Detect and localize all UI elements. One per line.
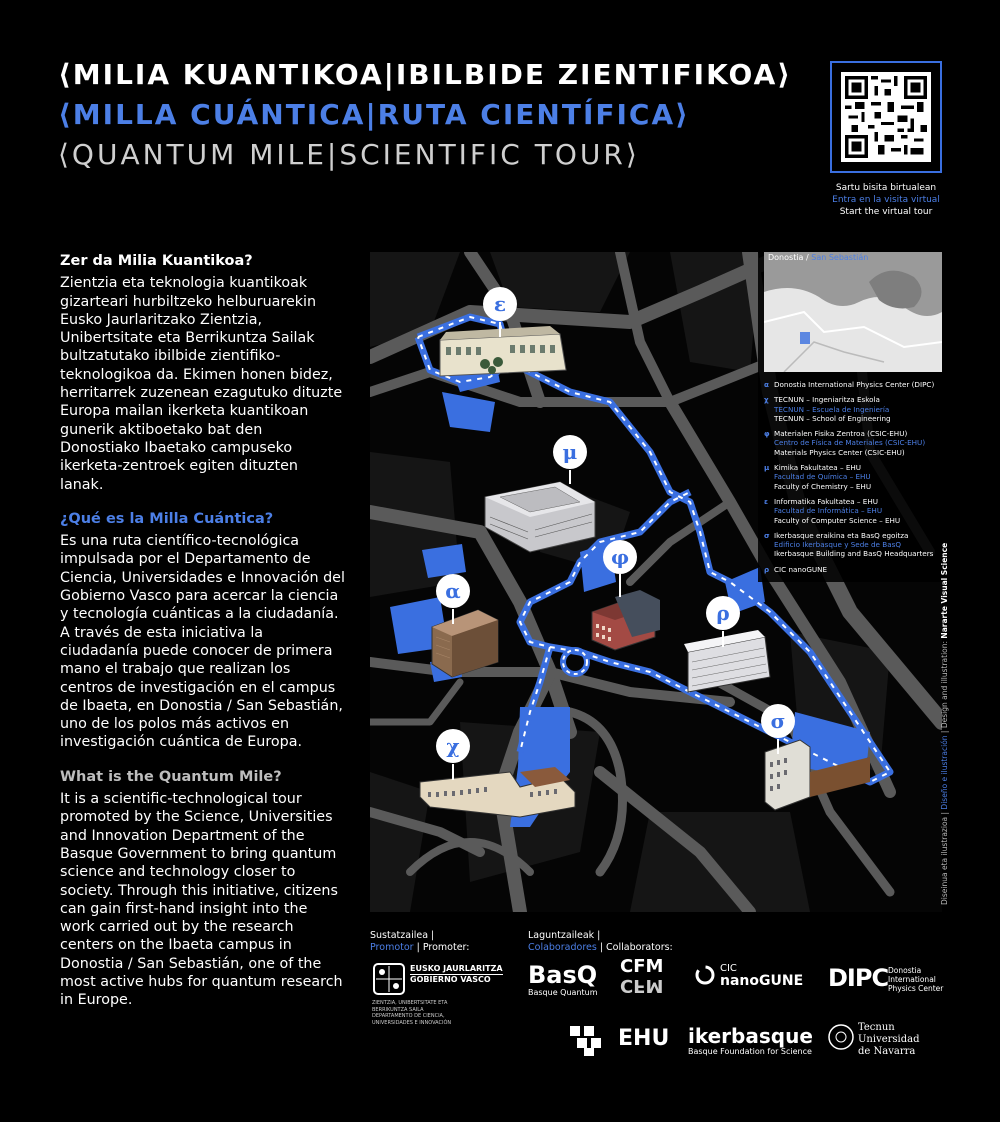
legend-line: Facultad de Química – EHU [774, 472, 871, 482]
ikerbasque-subtitle: Basque Foundation for Science [688, 1047, 812, 1056]
marker-alpha: α [445, 579, 461, 603]
promoter-en: | Promoter: [413, 942, 470, 953]
building-nanogune[interactable] [684, 630, 770, 692]
body-english: It is a scientific-technological tour promoted by the Science, Universities and Innovation Department of the Basque Government to bring quantum science and technology closer to society. Through this initiative, citizens can gain first-hand insight into the work carried out by the research centers on the Ibaeta campus in Donostia / San Sebastián, one of the most active hubs for quantum research in Europe. [60, 791, 343, 1009]
legend-line: Materials Physics Center (CSIC-EHU) [774, 447, 905, 457]
legend-item-nanogune [764, 565, 948, 574]
legend-line: TECNUN – Escuela de Ingeniería [774, 404, 890, 414]
legend-symbol: σ [764, 530, 770, 540]
legend-line: Kimika Fakultatea – EHU [774, 463, 862, 473]
design-credit [940, 543, 949, 905]
marker-chi: χ [446, 734, 460, 758]
gov-sub1: ZIENTZIA, UNIBERTSITATE ETA BERRIKUNTZA SAILA [372, 1000, 448, 1013]
body-basque: Zientzia eta teknologia kuantikoak gizarteari hurbiltzeko helburuarekin Eusko Jaurlaritzako Zientzia, Unibertsitate eta Berrikuntza Sailak bultzatutako ibilbide zientifiko-teknologikoa da. Ekimen honen bidez, herritarrek zuzenean ezagutuko dituzte Europa mailan ikerketa kuantikoan gunerik aktiboetako bat den Donostiako Ibaetako campuseko ikerketa-zentroek egiten dituzten lanak. [60, 275, 343, 493]
legend-line: CIC nanoGUNE [774, 564, 828, 574]
tecnun-line3: de Navarra [858, 1046, 916, 1057]
building-tecnun[interactable] [420, 767, 575, 817]
legend-item-cfm [764, 429, 948, 457]
credit-prefix-en: | Design and illustration: [940, 638, 949, 736]
basq-subtitle: Basque Quantum [528, 988, 598, 997]
dipc-sub3: Physics Center [888, 984, 944, 993]
ehu-wordmark: EHU [618, 1026, 670, 1051]
cic-wordmark: CIC [720, 963, 737, 974]
legend-line: TECNUN – Ingeniaritza Eskola [774, 395, 880, 405]
collaborators-label [528, 930, 673, 954]
qr-caption [800, 182, 972, 218]
heading-spanish: ¿Qué es la Milla Cuántica? [60, 510, 274, 527]
building-computer-science[interactable] [440, 326, 566, 376]
marker-rho: ρ [716, 601, 730, 625]
qr-caption-es: Entra en la visita virtual [832, 195, 940, 205]
legend-line: Donostia International Physics Center (DIPC) [774, 380, 935, 389]
promoter-es: Promotor [370, 942, 414, 953]
legend-line: Facultad de Informática – EHU [774, 506, 883, 516]
credit-prefix-es: Diseño e ilustración [940, 735, 949, 810]
location-minimap [764, 252, 942, 372]
legend-line: Centro de Física de Materiales (CSIC-EHU) [774, 438, 926, 448]
legend-line: TECNUN – School of Engineering [774, 413, 891, 423]
qr-caption-en: Start the virtual tour [839, 207, 933, 217]
legend-line: Ikerbasque Building and BasQ Headquarters [774, 549, 934, 559]
legend-line: Faculty of Chemistry – EHU [774, 481, 872, 491]
legend-symbol: α [764, 380, 769, 389]
tecnun-line2: Universidad [858, 1034, 920, 1045]
legend-item-tecnun [764, 395, 948, 423]
dipc-wordmark: DIPC [828, 964, 889, 992]
marker-epsilon: ε [493, 292, 507, 316]
legend-line: Edificio Ikerbasque y Sede de BasQ [774, 540, 901, 550]
nanogune-ring-icon [694, 964, 716, 986]
university-seal-icon [828, 1022, 854, 1052]
ikerbasque-wordmark: ikerbasque [688, 1024, 813, 1048]
location-es: San Sebastián [811, 253, 869, 262]
gov-line2: GOBIERNO VASCO [410, 975, 491, 984]
legend-symbol: φ [764, 429, 770, 439]
collab-en: | Collaborators: [596, 942, 673, 953]
cfm-wordmark-mirror: CFM [620, 975, 664, 996]
building-materials-physics[interactable] [592, 590, 660, 650]
gov-sub2: DEPARTAMENTO DE CIENCIA, UNIVERSIDADES E INNOVACIÓN [372, 1013, 452, 1026]
basq-logo[interactable] [528, 962, 598, 997]
legend-symbol: μ [764, 463, 770, 473]
legend-line: Materialen Fisika Zentroa (CSIC-EHU) [774, 429, 908, 439]
dipc-sub2: International [888, 975, 936, 984]
legend-item-chemistry [764, 463, 948, 491]
legend-item-ikerbasque [764, 531, 948, 559]
heading-basque: Zer da Milia Kuantikoa? [60, 253, 253, 269]
location-eu: Donostia [768, 253, 804, 262]
ehu-emblem-icon [570, 1022, 610, 1056]
legend-symbol: ε [764, 496, 769, 506]
legend-symbol: ρ [764, 564, 770, 574]
body-spanish: Es una ruta científico-tecnológica impulsada por el Departamento de Ciencia, Universidades e Innovación del Gobierno Vasco para acercar la ciencia y tecnología cuánticas a la ciudadanía. A través de esta iniciativa la ciudadanía puede conocer de primera mano el trabajo que realizan los centros de investigación en el campus de Ibaeta, en Donostia / San Sebastián, uno de los polos más activos en investigación cuántica de Europa. [60, 533, 345, 751]
qr-caption-eu: Sartu bisita birtualean [835, 183, 937, 193]
cfm-wordmark: CFM [620, 956, 664, 977]
qr-code-icon [841, 72, 931, 162]
marker-sigma: σ [770, 709, 786, 733]
legend-list [764, 380, 948, 580]
gov-line1: EUSKO JAURLARITZA [410, 964, 503, 973]
title-spanish: ⟨MILLA CUÁNTICA|RUTA CIENTÍFICA⟩ [58, 98, 690, 131]
legend-line: Ikerbasque eraikina eta BasQ egoitza [774, 530, 909, 540]
tecnun-line1: Tecnun [858, 1022, 895, 1033]
nanogune-wordmark: nanoGUNE [720, 973, 804, 989]
intro-text [60, 252, 345, 1026]
credit-author: Nararte Visual Science [940, 542, 949, 639]
legend-line: Faculty of Computer Science – EHU [774, 515, 901, 525]
credit-prefix: Diseinua eta ilustrazioa | [940, 809, 949, 905]
cfm-logo[interactable] [620, 958, 682, 1002]
coat-of-arms-icon [372, 962, 406, 996]
collab-eu: Laguntzaileak | [528, 930, 601, 941]
heading-english: What is the Quantum Mile? [60, 768, 282, 785]
legend-symbol: χ [764, 395, 769, 405]
promoter-eu: Sustatzailea | [370, 930, 435, 941]
legend-item-informatics [764, 497, 948, 525]
promoter-label [370, 930, 469, 954]
marker-phi: φ [610, 545, 630, 569]
qr-code-frame[interactable] [830, 61, 942, 173]
basq-wordmark: BasQ [528, 961, 598, 989]
dipc-sub1: Donostia [888, 966, 922, 975]
legend-item-dipc [764, 380, 948, 389]
ikerbasque-logo[interactable] [688, 1025, 813, 1056]
title-basque: ⟨MILIA KUANTIKOA|IBILBIDE ZIENTIFIKOA⟩ [58, 58, 793, 91]
marker-mu: μ [562, 440, 578, 464]
minimap-label: Donostia / San Sebastián [768, 253, 869, 262]
title-english: ⟨QUANTUM MILE|SCIENTIFIC TOUR⟩ [58, 138, 640, 171]
legend-line: Informatika Fakultatea – EHU [774, 496, 878, 506]
collab-es: Colaboradores [528, 942, 597, 953]
